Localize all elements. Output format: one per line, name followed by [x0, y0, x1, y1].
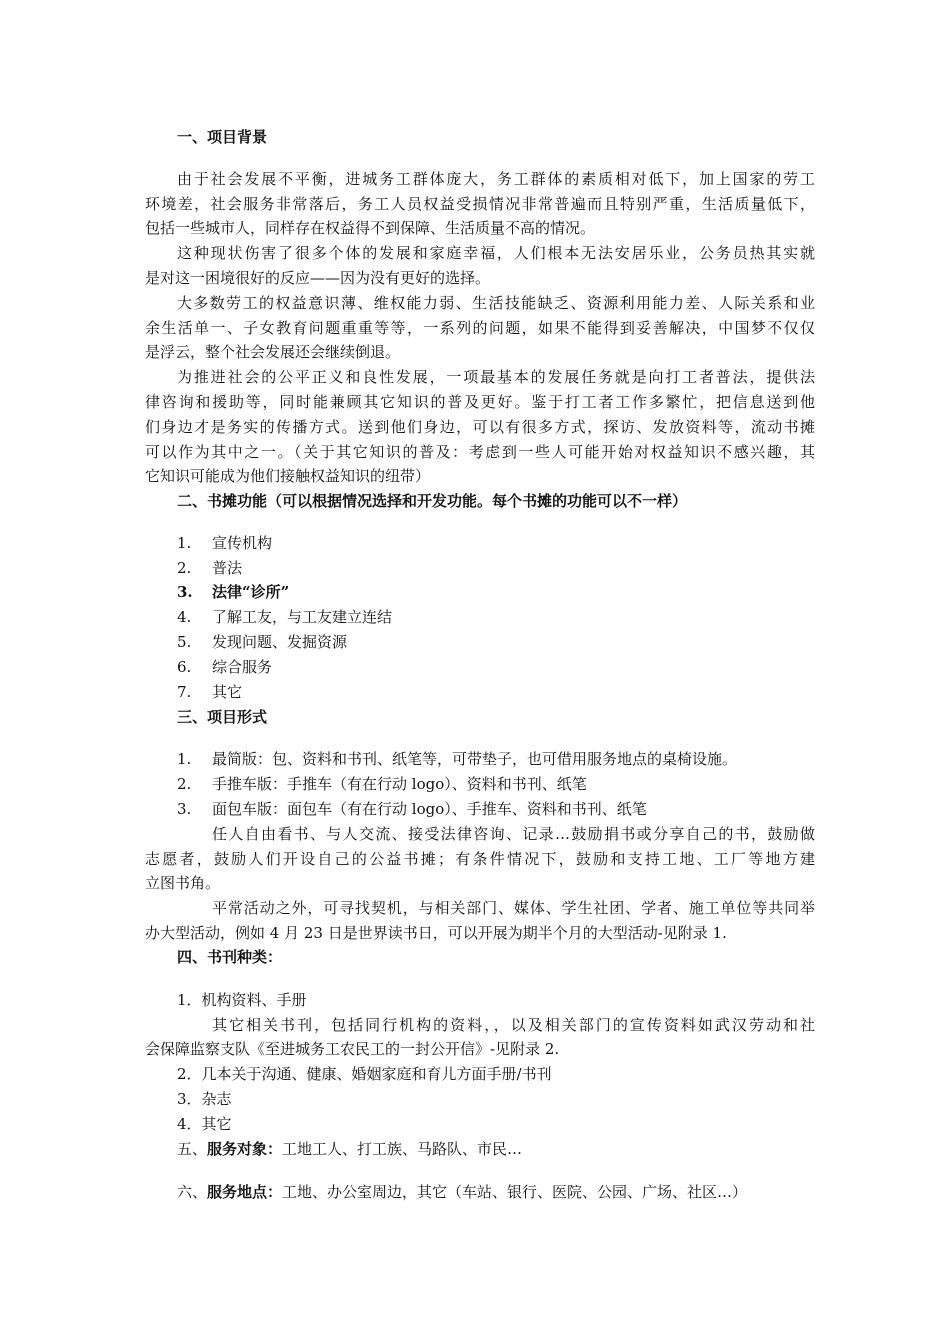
service-targets-line — [177, 1137, 847, 1161]
list-item: 2．几本关于沟通、健康、婚姻家庭和育儿方面手册/书刊 — [177, 1065, 552, 1083]
section-heading-format: 三、项目形式 — [177, 708, 268, 726]
service-targets-label: 服务对象： — [207, 1140, 283, 1158]
list-item-number: 6. — [177, 658, 192, 676]
paragraph-line: 由于社会发展不平衡，进城务工群体庞大，务工群体的素质相对低下，加上国家的劳工 — [177, 170, 815, 188]
list-item-text: 发现问题、发掘资源 — [212, 633, 348, 651]
list-item-text: 了解工友，与工友建立连结 — [212, 608, 393, 626]
service-targets-text: 工地工人、打工族、马路队、市民… — [282, 1140, 523, 1158]
paragraph-line: 平常活动之外，可寻找契机，与相关部门、媒体、学生社团、学者、施工单位等共同举 — [212, 899, 815, 917]
section-heading-functions: 二、书摊功能（可以根据情况选择和开发功能。每个书摊的功能可以不一样） — [177, 492, 688, 510]
paragraph-line: 是浮云，整个社会发展还会继续倒退。 — [145, 343, 401, 361]
section-heading-publications: 四、书刊种类： — [177, 948, 283, 966]
service-locations-label: 服务地点： — [207, 1183, 283, 1201]
paragraph-line: 们身边才是务实的传播方式。送到他们身边，可以有很多方式，探访、发放资料等，流动书摊 — [145, 418, 815, 436]
paragraph-line: 环境差，社会服务非常落后，务工人员权益受损情况非常普遍而且特别严重，生活质量低下， — [145, 195, 815, 213]
paragraph-line: 志愿者，鼓励人们开设自己的公益书摊；有条件情况下，鼓励和支持工地、工厂等地方建 — [145, 850, 815, 868]
paragraph-line: 这种现状伤害了很多个体的发展和家庭幸福，人们根本无法安居乐业，公务员热其实就 — [177, 244, 815, 262]
list-item-number: 3. — [177, 800, 192, 818]
list-item-text: 最简版：包、资料和书刊、纸笔等，可带垫子，也可借用服务地点的桌椅设施。 — [212, 750, 738, 768]
paragraph-line: 包括一些城市人，同样存在权益得不到保障、生活质量不高的情况。 — [145, 219, 596, 237]
list-item-text: 普法 — [212, 559, 243, 577]
paragraph-line: 它知识可能成为他们接触权益知识的纽带） — [145, 467, 431, 485]
section-number: 六、 — [177, 1183, 208, 1201]
list-item-number: 3. — [177, 583, 193, 601]
paragraph-line: 是对这一困境很好的反应——因为没有更好的选择。 — [145, 269, 491, 287]
section-number: 五、 — [177, 1140, 208, 1158]
paragraph-line: 律咨询和援助等，同时能兼顾其它知识的普及更好。鉴于打工者工作多繁忙，把信息送到他 — [145, 393, 815, 411]
list-item-number: 1. — [177, 534, 192, 552]
paragraph-line: 任人自由看书、与人交流、接受法律咨询、记录…鼓励捐书或分享自己的书，鼓励做 — [212, 825, 815, 843]
section-heading-background: 一、项目背景 — [177, 128, 268, 146]
service-locations-text: 工地、办公室周边，其它（车站、银行、医院、公园、广场、社区…） — [282, 1183, 748, 1201]
list-item-text: 其它 — [212, 683, 243, 701]
list-item-number: 7. — [177, 683, 192, 701]
list-item-number: 5. — [177, 633, 192, 651]
paragraph-line: 大多数劳工的权益意识薄、维权能力弱、生活技能缺乏、资源利用能力差、人际关系和业 — [177, 294, 815, 312]
list-item: 3．杂志 — [177, 1090, 232, 1108]
paragraph-line: 立图书角。 — [145, 874, 221, 892]
paragraph-line: 办大型活动，例如 4 月 23 日是世界读书日，可以开展为期半个月的大型活动-见附录 1. — [145, 924, 727, 942]
list-item-number: 4. — [177, 608, 192, 626]
list-item-text: 宣传机构 — [212, 534, 273, 552]
paragraph-line: 会保障监察支队《至进城务工农民工的一封公开信》-见附录 2. — [145, 1040, 560, 1058]
paragraph-line: 为推进社会的公平正义和良性发展，一项最基本的发展任务就是向打工者普法，提供法 — [177, 368, 815, 386]
list-item-text: 手推车版：手推车（有在行动 logo）、资料和书刊、纸笔 — [212, 775, 587, 793]
paragraph-line: 余生活单一、子女教育问题重重等等，一系列的问题，如果不能得到妥善解决，中国梦不仅仅 — [145, 319, 815, 337]
list-item-text: 综合服务 — [212, 658, 273, 676]
list-item-number: 1. — [177, 750, 192, 768]
list-item-number: 2. — [177, 559, 192, 577]
list-item-number: 2. — [177, 775, 192, 793]
list-item-text: 面包车版：面包车（有在行动 logo）、手推车、资料和书刊、纸笔 — [212, 800, 647, 818]
paragraph-line: 可以作为其中之一。（关于其它知识的普及：考虑到一些人可能开始对权益知识不感兴趣，其 — [145, 443, 815, 461]
service-locations-line — [177, 1180, 847, 1204]
list-item: 4．其它 — [177, 1115, 232, 1133]
paragraph-line: 其它相关书刊，包括同行机构的资料，，以及相关部门的宣传资料如武汉劳动和社 — [212, 1016, 815, 1034]
list-item: 1．机构资料、手册 — [177, 991, 307, 1009]
list-item-text: 法律“诊所” — [212, 583, 290, 601]
